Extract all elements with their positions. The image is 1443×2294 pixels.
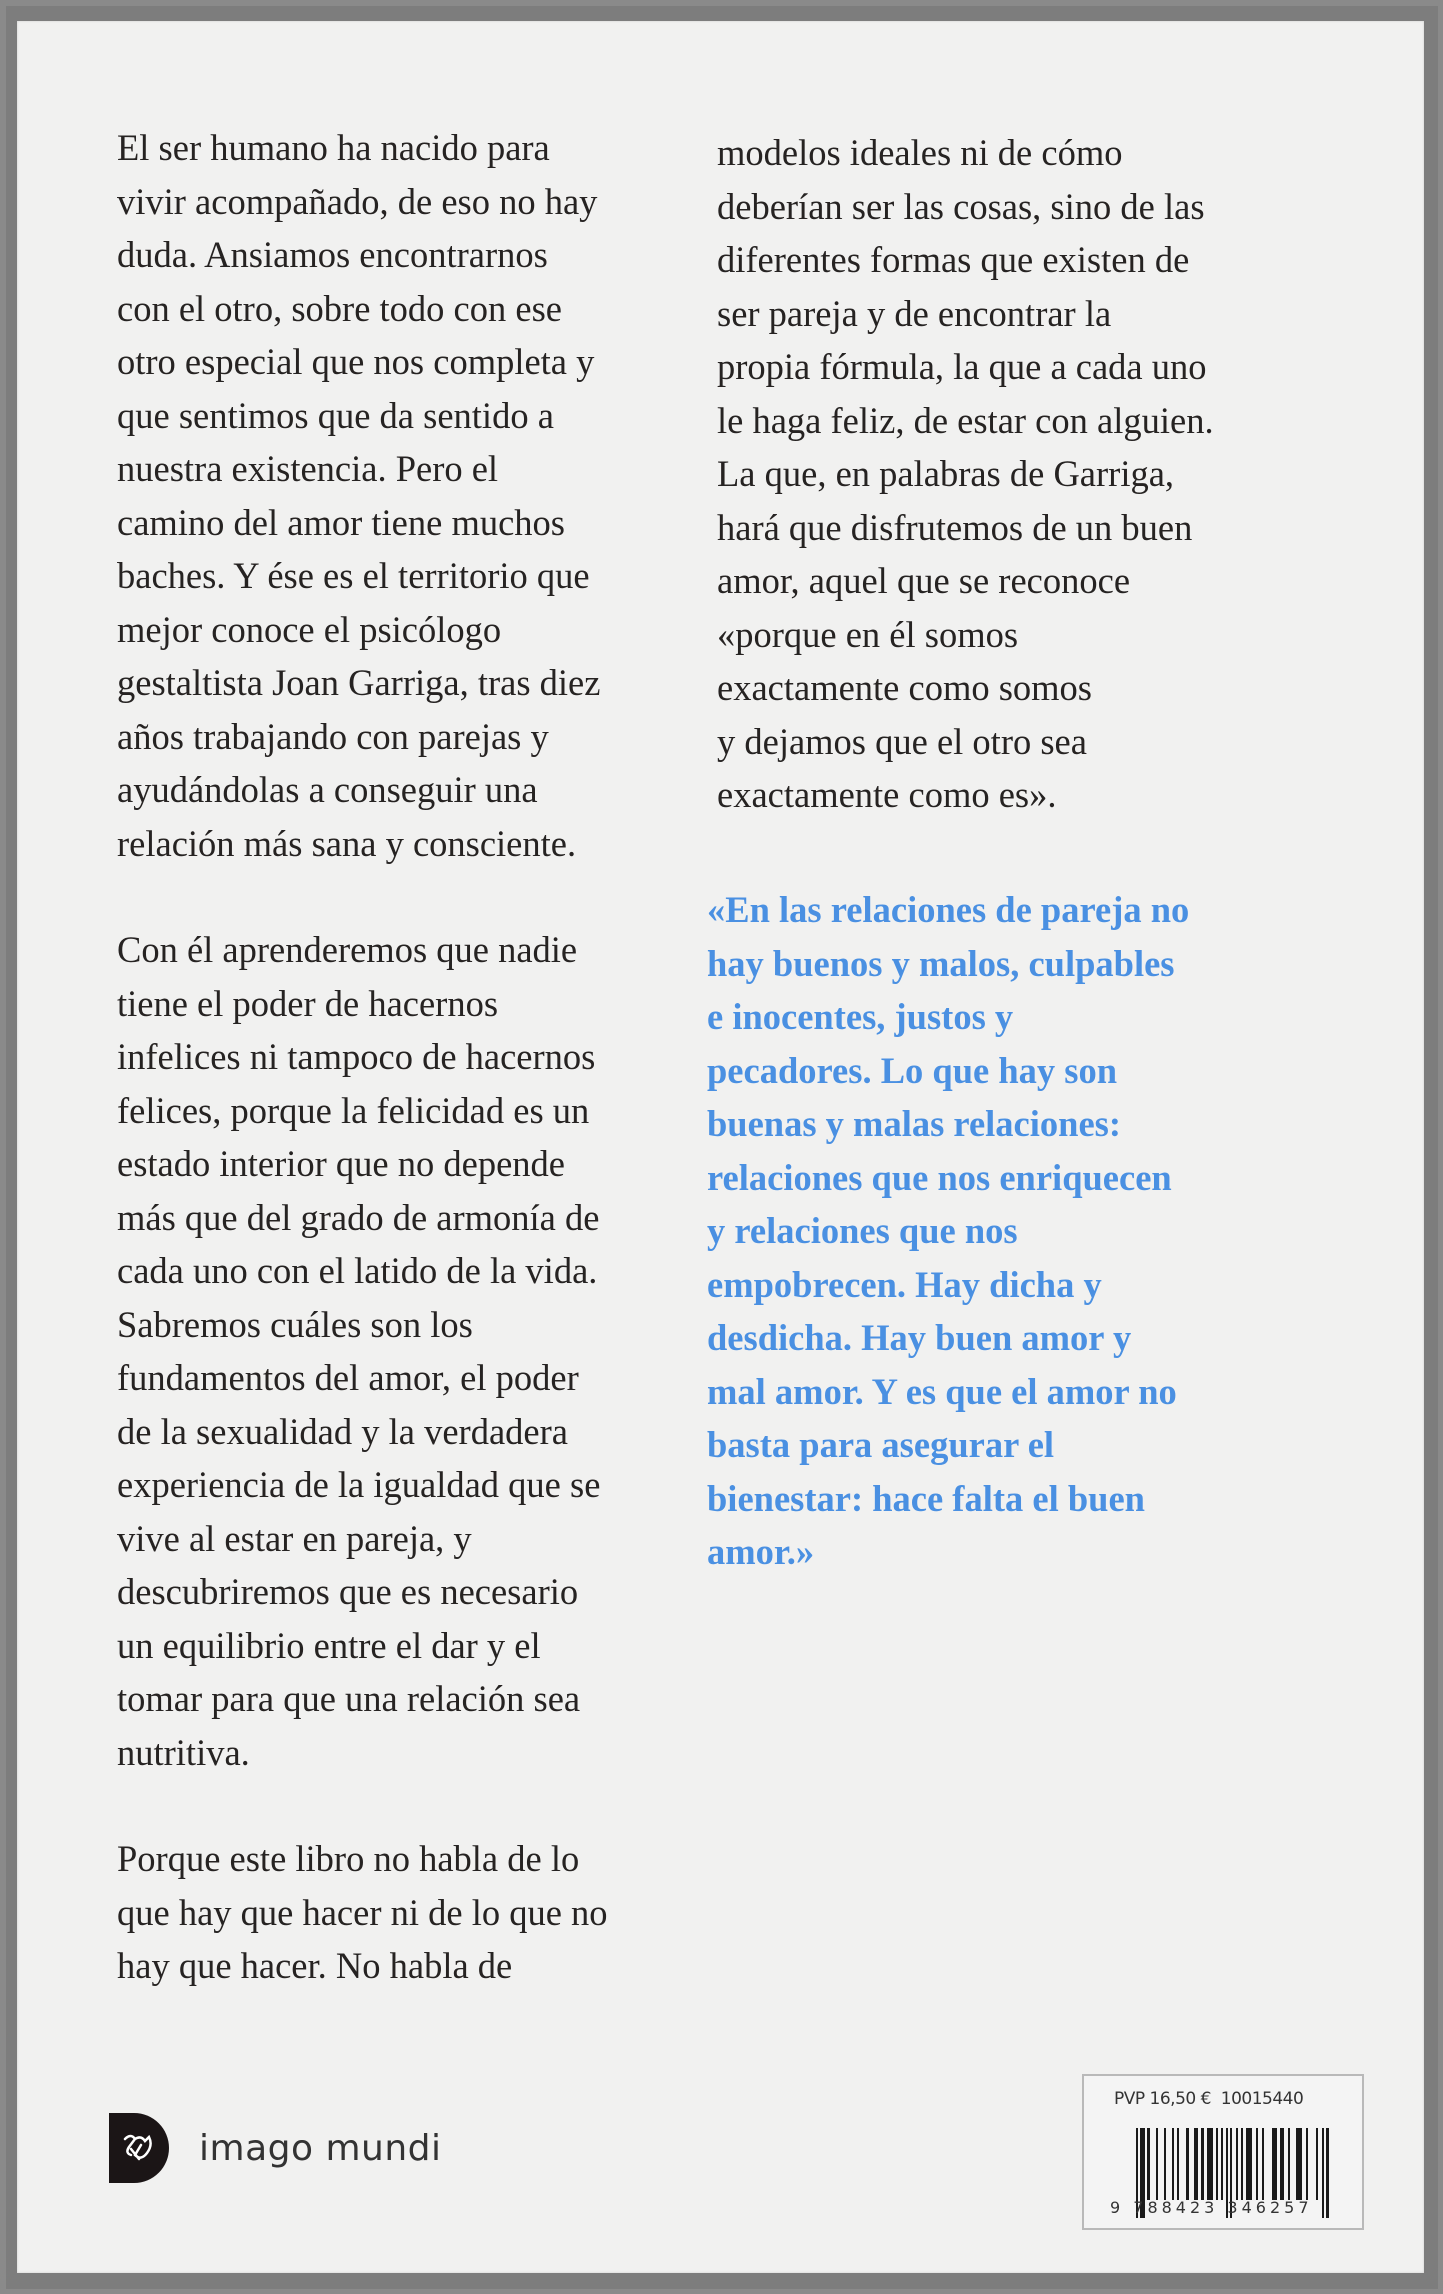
- text-line: Porque este libro no habla de lo: [117, 1838, 580, 1879]
- book-back-cover: [17, 21, 1424, 2273]
- text-line: un equilibrio entre el dar y el: [117, 1624, 541, 1666]
- quote-line: mal amor. Y es que el amor no: [707, 1370, 1177, 1412]
- publisher-name: imago mundi: [199, 2127, 442, 2169]
- text-line: exactamente como es».: [717, 774, 1057, 815]
- quote-line: relaciones que nos enriquecen: [707, 1156, 1172, 1198]
- quote-line: buenas y malas relaciones:: [707, 1103, 1122, 1144]
- text-line: vivir acompañado, de eso no hay: [117, 180, 598, 222]
- text-line: propia fórmula, la que a cada uno: [717, 346, 1207, 387]
- text-line: hará que disfrutemos de un buen: [717, 506, 1193, 548]
- text-line: nuestra existencia. Pero el: [117, 448, 499, 489]
- quote-line: empobrecen. Hay dicha y: [707, 1263, 1102, 1305]
- text-line: ser pareja y de encontrar la: [717, 292, 1112, 334]
- text-line: cada uno con el latido de la vida.: [117, 1250, 598, 1291]
- imago-mundi-logo-icon: [109, 2113, 169, 2183]
- text-line: baches. Y ése es el territorio que: [117, 555, 590, 596]
- quote-line: desdicha. Hay buen amor y: [707, 1317, 1132, 1358]
- text-line: descubriremos que es necesario: [117, 1571, 579, 1612]
- quote-line: «En las relaciones de pareja no: [707, 889, 1190, 930]
- highlight-quote: [707, 883, 1189, 1579]
- text-line: más que del grado de armonía de: [117, 1196, 600, 1238]
- text-line: mejor conoce el psicólogo: [117, 608, 502, 650]
- text-line: deberían ser las cosas, sino de las: [717, 185, 1205, 227]
- text-line: de la sexualidad y la verdadera: [117, 1410, 568, 1452]
- paragraph: [117, 1832, 608, 1993]
- text-line: y dejamos que el otro sea: [717, 720, 1087, 762]
- text-line: modelos ideales ni de cómo: [717, 132, 1123, 173]
- text-line: que sentimos que da sentido a: [117, 394, 554, 436]
- text-line: nutritiva.: [117, 1731, 250, 1773]
- text-line: El ser humano ha nacido para: [117, 127, 550, 168]
- text-line: ayudándolas a conseguir una: [117, 769, 538, 810]
- text-line: Con él aprenderemos que nadie: [117, 929, 578, 970]
- text-line: relación más sana y consciente.: [117, 822, 577, 864]
- quote-line: hay buenos y malos, culpables: [707, 942, 1175, 984]
- text-line: La que, en palabras de Garriga,: [717, 453, 1175, 494]
- text-line: duda. Ansiamos encontrarnos: [117, 234, 548, 275]
- text-line: fundamentos del amor, el poder: [117, 1357, 579, 1398]
- text-line: tiene el poder de hacernos: [117, 982, 499, 1024]
- left-column: [117, 121, 608, 2046]
- text-line: exactamente como somos: [717, 667, 1093, 708]
- text-line: con el otro, sobre todo con ese: [117, 287, 562, 329]
- quote-line: amor.»: [707, 1531, 815, 1572]
- price-label: PVP 16,50 € 10015440: [1114, 2089, 1304, 2109]
- text-line: experiencia de la igualdad que se: [117, 1464, 601, 1505]
- text-line: Sabremos cuáles son los: [117, 1303, 473, 1345]
- text-line: tomar para que una relación sea: [117, 1678, 581, 1719]
- text-line: camino del amor tiene muchos: [117, 501, 565, 543]
- publisher-logo: [109, 2113, 442, 2183]
- text-line: le haga feliz, de estar con alguien.: [717, 399, 1214, 441]
- quote-line: basta para asegurar el: [707, 1424, 1055, 1465]
- text-line: «porque en él somos: [717, 613, 1019, 655]
- quote-line: y relaciones que nos: [707, 1210, 1018, 1251]
- quote-line: pecadores. Lo que hay son: [707, 1049, 1118, 1091]
- paragraph: [117, 923, 608, 1779]
- quote-line: e inocentes, justos y: [707, 996, 1014, 1037]
- text-line: otro especial que nos completa y: [117, 341, 595, 382]
- text-line: años trabajando con parejas y: [117, 715, 549, 757]
- text-line: felices, porque la felicidad es un: [117, 1089, 590, 1131]
- text-line: vive al estar en pareja, y: [117, 1517, 472, 1559]
- paragraph: [117, 121, 608, 870]
- text-line: hay que hacer. No habla de: [117, 1945, 513, 1986]
- text-line: gestaltista Joan Garriga, tras diez: [117, 662, 601, 703]
- text-line: estado interior que no depende: [117, 1143, 565, 1184]
- isbn-digits: 9 788423 346257: [1110, 2198, 1313, 2217]
- text-line: infelices ni tampoco de hacernos: [117, 1036, 596, 1077]
- text-line: amor, aquel que se reconoce: [717, 560, 1131, 601]
- barcode-label: [1082, 2074, 1364, 2230]
- quote-line: bienestar: hace falta el buen: [707, 1477, 1145, 1519]
- text-line: diferentes formas que existen de: [717, 239, 1190, 280]
- text-line: que hay que hacer ni de lo que no: [117, 1891, 608, 1933]
- right-column: [717, 126, 1214, 822]
